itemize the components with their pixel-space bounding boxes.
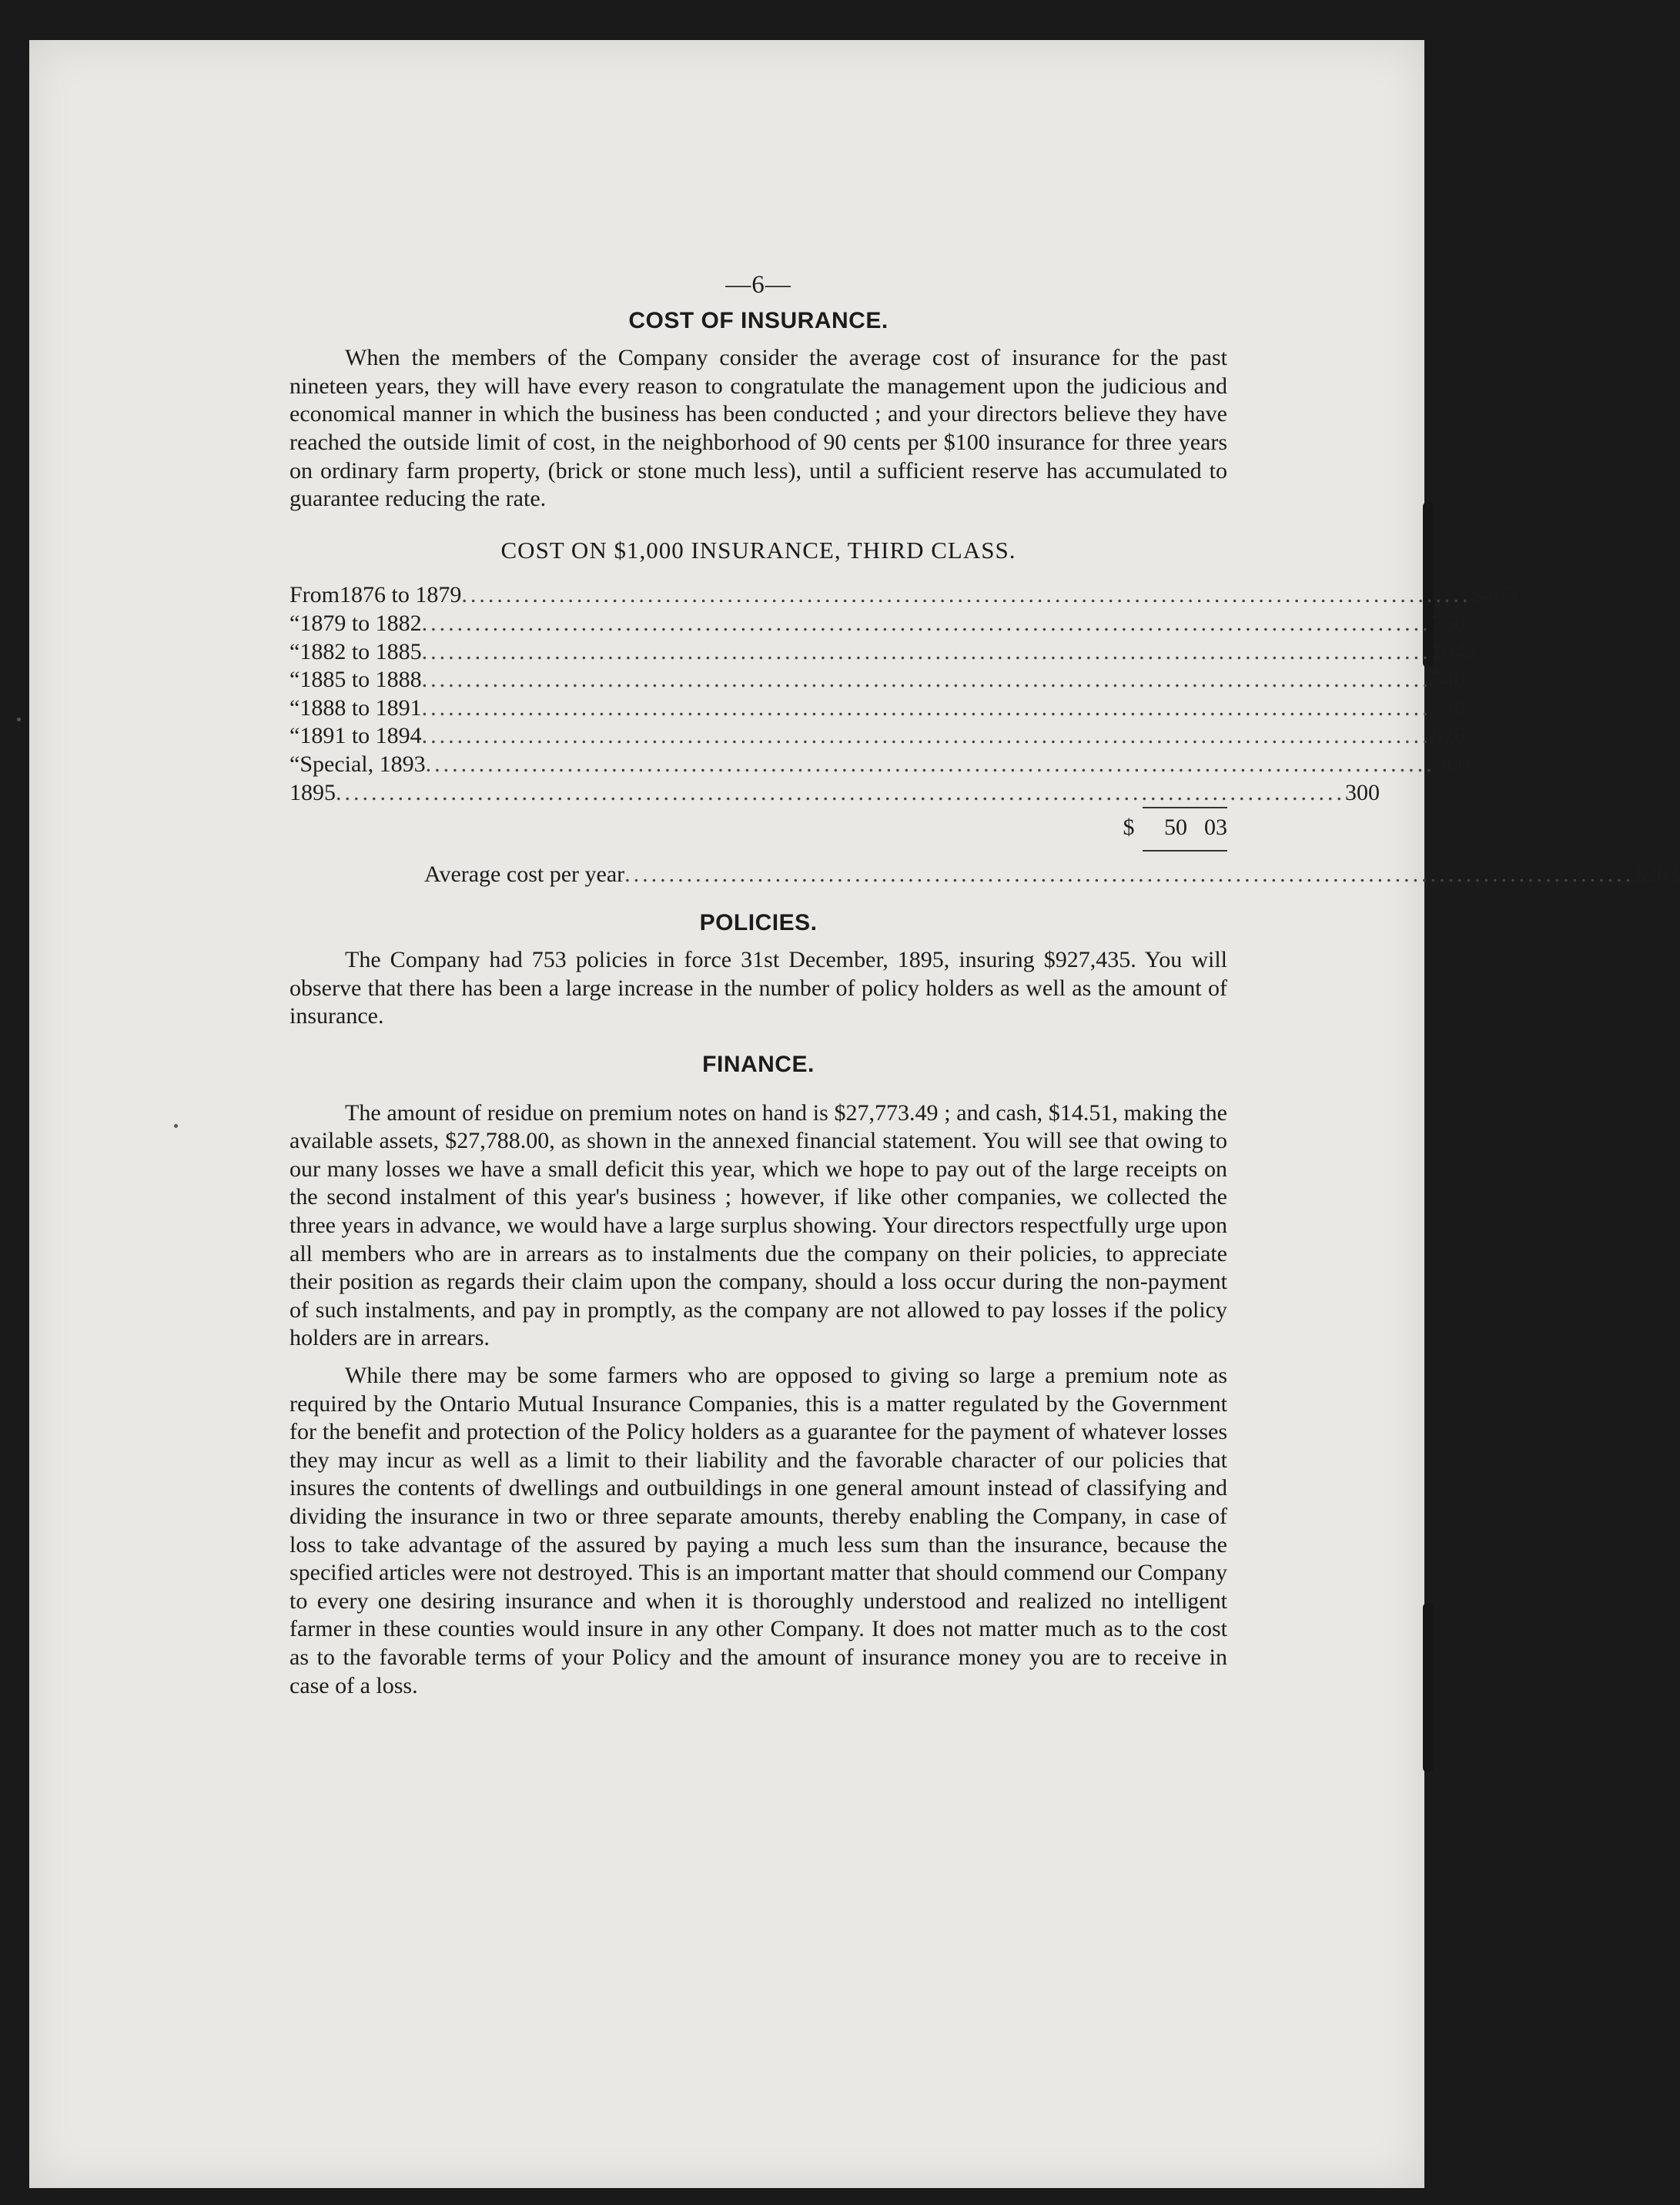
policies-heading: POLICIES. [699,909,818,935]
leader-dots: .................................................................................................................. [336,779,1345,805]
row-prefix: “ [289,667,300,693]
row-prefix: “ [289,723,300,749]
row-cents: 60 [1446,751,1470,777]
row-dollars: 3 [1434,751,1447,777]
row-period: 1876 to 1879 [340,582,462,608]
cost-table-title: COST ON $1,000 INSURANCE, THIRD CLASS. [500,536,1016,564]
row-period: 1882 to 1885 [300,638,422,664]
finance-paragraph-2: While there may be some farmers who are opposed to giving so large a premium note as required by the Ontario Mutual Insurance Companies, this is a matter regulated by the Government for the benefit and protection of the Policy holders as a guarantee for the payment of whatever losses they may incur as well as a limit to their liability and the favorable character of our policies that insures the contents of dwellings and outbuildings in one general amount instead of classifying and dividing the insurance in two or three separate amounts, thereby enabling the Company, in case of loss to take advantage of the assured by paying a much less sum than the insurance, because the specified articles were not destroyed. This is an important matter that should commend our Company to every one desiring insurance and when it is thoroughly understood and realized no intelligent farmer in these counties would insure in any other Company. It does not matter much as to the cost as to the favorable terms of your Policy and the amount of insurance money you are to receive in case of a loss. [289,1363,1227,1698]
dust-speck [174,1124,178,1128]
cost-heading: COST OF INSURANCE. [628,307,889,333]
row-period: 1891 to 1894 [300,723,422,749]
row-cents: 26 [1442,723,1466,749]
row-dollars: 7 [1431,694,1443,721]
dollar-sign: $ [1123,814,1135,840]
row-cents: 65 [1494,582,1518,608]
average-label: Average cost per year [424,862,625,888]
row-period: Special, 1893 [300,751,426,777]
row-period: 1879 to 1882 [300,610,422,636]
dollar-sign: $ [1471,582,1483,608]
row-cents: 42 [1454,638,1478,664]
policies-paragraph: The Company had 753 policies in force 31st December, 1895, insuring $927,435. You will observe that there has been a large increase in the number of policy holders as well as the amount of insurance. [289,947,1227,1029]
table-row [289,694,1466,723]
table-row [289,666,1466,694]
row-dollars: 10 [1431,638,1454,664]
table-row [289,581,1518,610]
dust-speck [17,718,21,721]
row-cents: 40 [1442,667,1466,693]
row-dollars: 7 [1431,610,1443,636]
table-row [289,638,1478,667]
scanned-page [29,40,1680,2188]
row-dollars: 5 [1431,667,1443,693]
row-dollars: 4 [1482,582,1494,608]
total-row [289,808,1227,847]
leader-dots: .................................................................................................................. [421,638,1431,664]
binding-mark-bottom [1423,1603,1434,1772]
row-prefix: “ [289,638,300,664]
row-prefix: From [289,582,340,608]
finance-heading: FINANCE. [702,1052,815,1078]
row-cents: 00 [1357,779,1380,805]
leader-dots: .................................................................................................................. [421,610,1431,636]
table-row [289,751,1470,779]
leader-dots: .................................................................................................................. [421,694,1431,721]
row-period: 1895 [289,779,336,805]
row-period: 1885 to 1888 [300,667,422,693]
row-cents: 50 [1442,610,1466,636]
dollar-sign: $ [1634,862,1646,888]
row-prefix: “ [289,610,300,636]
row-period: 1888 to 1891 [300,694,422,721]
total-cents: 03 [1204,814,1227,840]
cost-table [289,581,1680,888]
average-row [289,861,1680,889]
page-content [289,271,1680,1700]
table-row [289,779,1380,808]
row-prefix: “ [289,751,300,777]
page-number: —6— [725,271,791,299]
leader-dots: .................................................................................................................. [461,582,1471,608]
average-dollars: 2 [1645,862,1658,888]
leader-dots: .................................................................................................................. [421,723,1431,749]
leader-dots: .................................................................................................................. [624,862,1635,888]
leader-dots: .................................................................................................................. [425,751,1435,777]
leader-dots: .................................................................................................................. [421,667,1431,693]
total-dollars: 50 [1164,814,1187,840]
row-dollars: 8 [1431,723,1443,749]
average-cents: 63 [1657,862,1680,888]
total-rule-bottom [1143,850,1227,852]
table-row [289,722,1466,751]
row-prefix: “ [289,694,300,721]
cost-paragraph: When the members of the Company consider the average cost of insurance for the past nineteen years, they will have every reason to congratulate the management upon the judicious and economical manner in which the business has been conducted ; and your directors believe they have reached the outside limit of cost, in the neighborhood of 90 cents per $100 insurance for three years on ordinary farm property, (brick or stone much less), until a sufficient reserve has accumulated to guarantee reducing the rate. [289,345,1227,512]
row-dollars: 3 [1345,779,1357,805]
finance-paragraph-1: The amount of residue on premium notes on hand is $27,773.49 ; and cash, $14.51, making the available assets, $27,788.00, as shown in the annexed financial statement. You will see that owing to our many losses we have a small deficit this year, which we hope to pay out of the large receipts on the second instalment of this year's business ; however, if like other companies, we collected the three years in advance, we would have a large surplus showing. Your directors respectfully urge upon all members who are in arrears as to instalments due the company on their policies, to appreciate their position as regards their claim upon the company, should a loss occur during the non-payment of such instalments, and pay in promptly, as the company are not allowed to pay losses if the policy holders are in arrears. [289,1099,1227,1351]
table-row [289,610,1466,638]
row-cents: 20 [1442,694,1466,721]
